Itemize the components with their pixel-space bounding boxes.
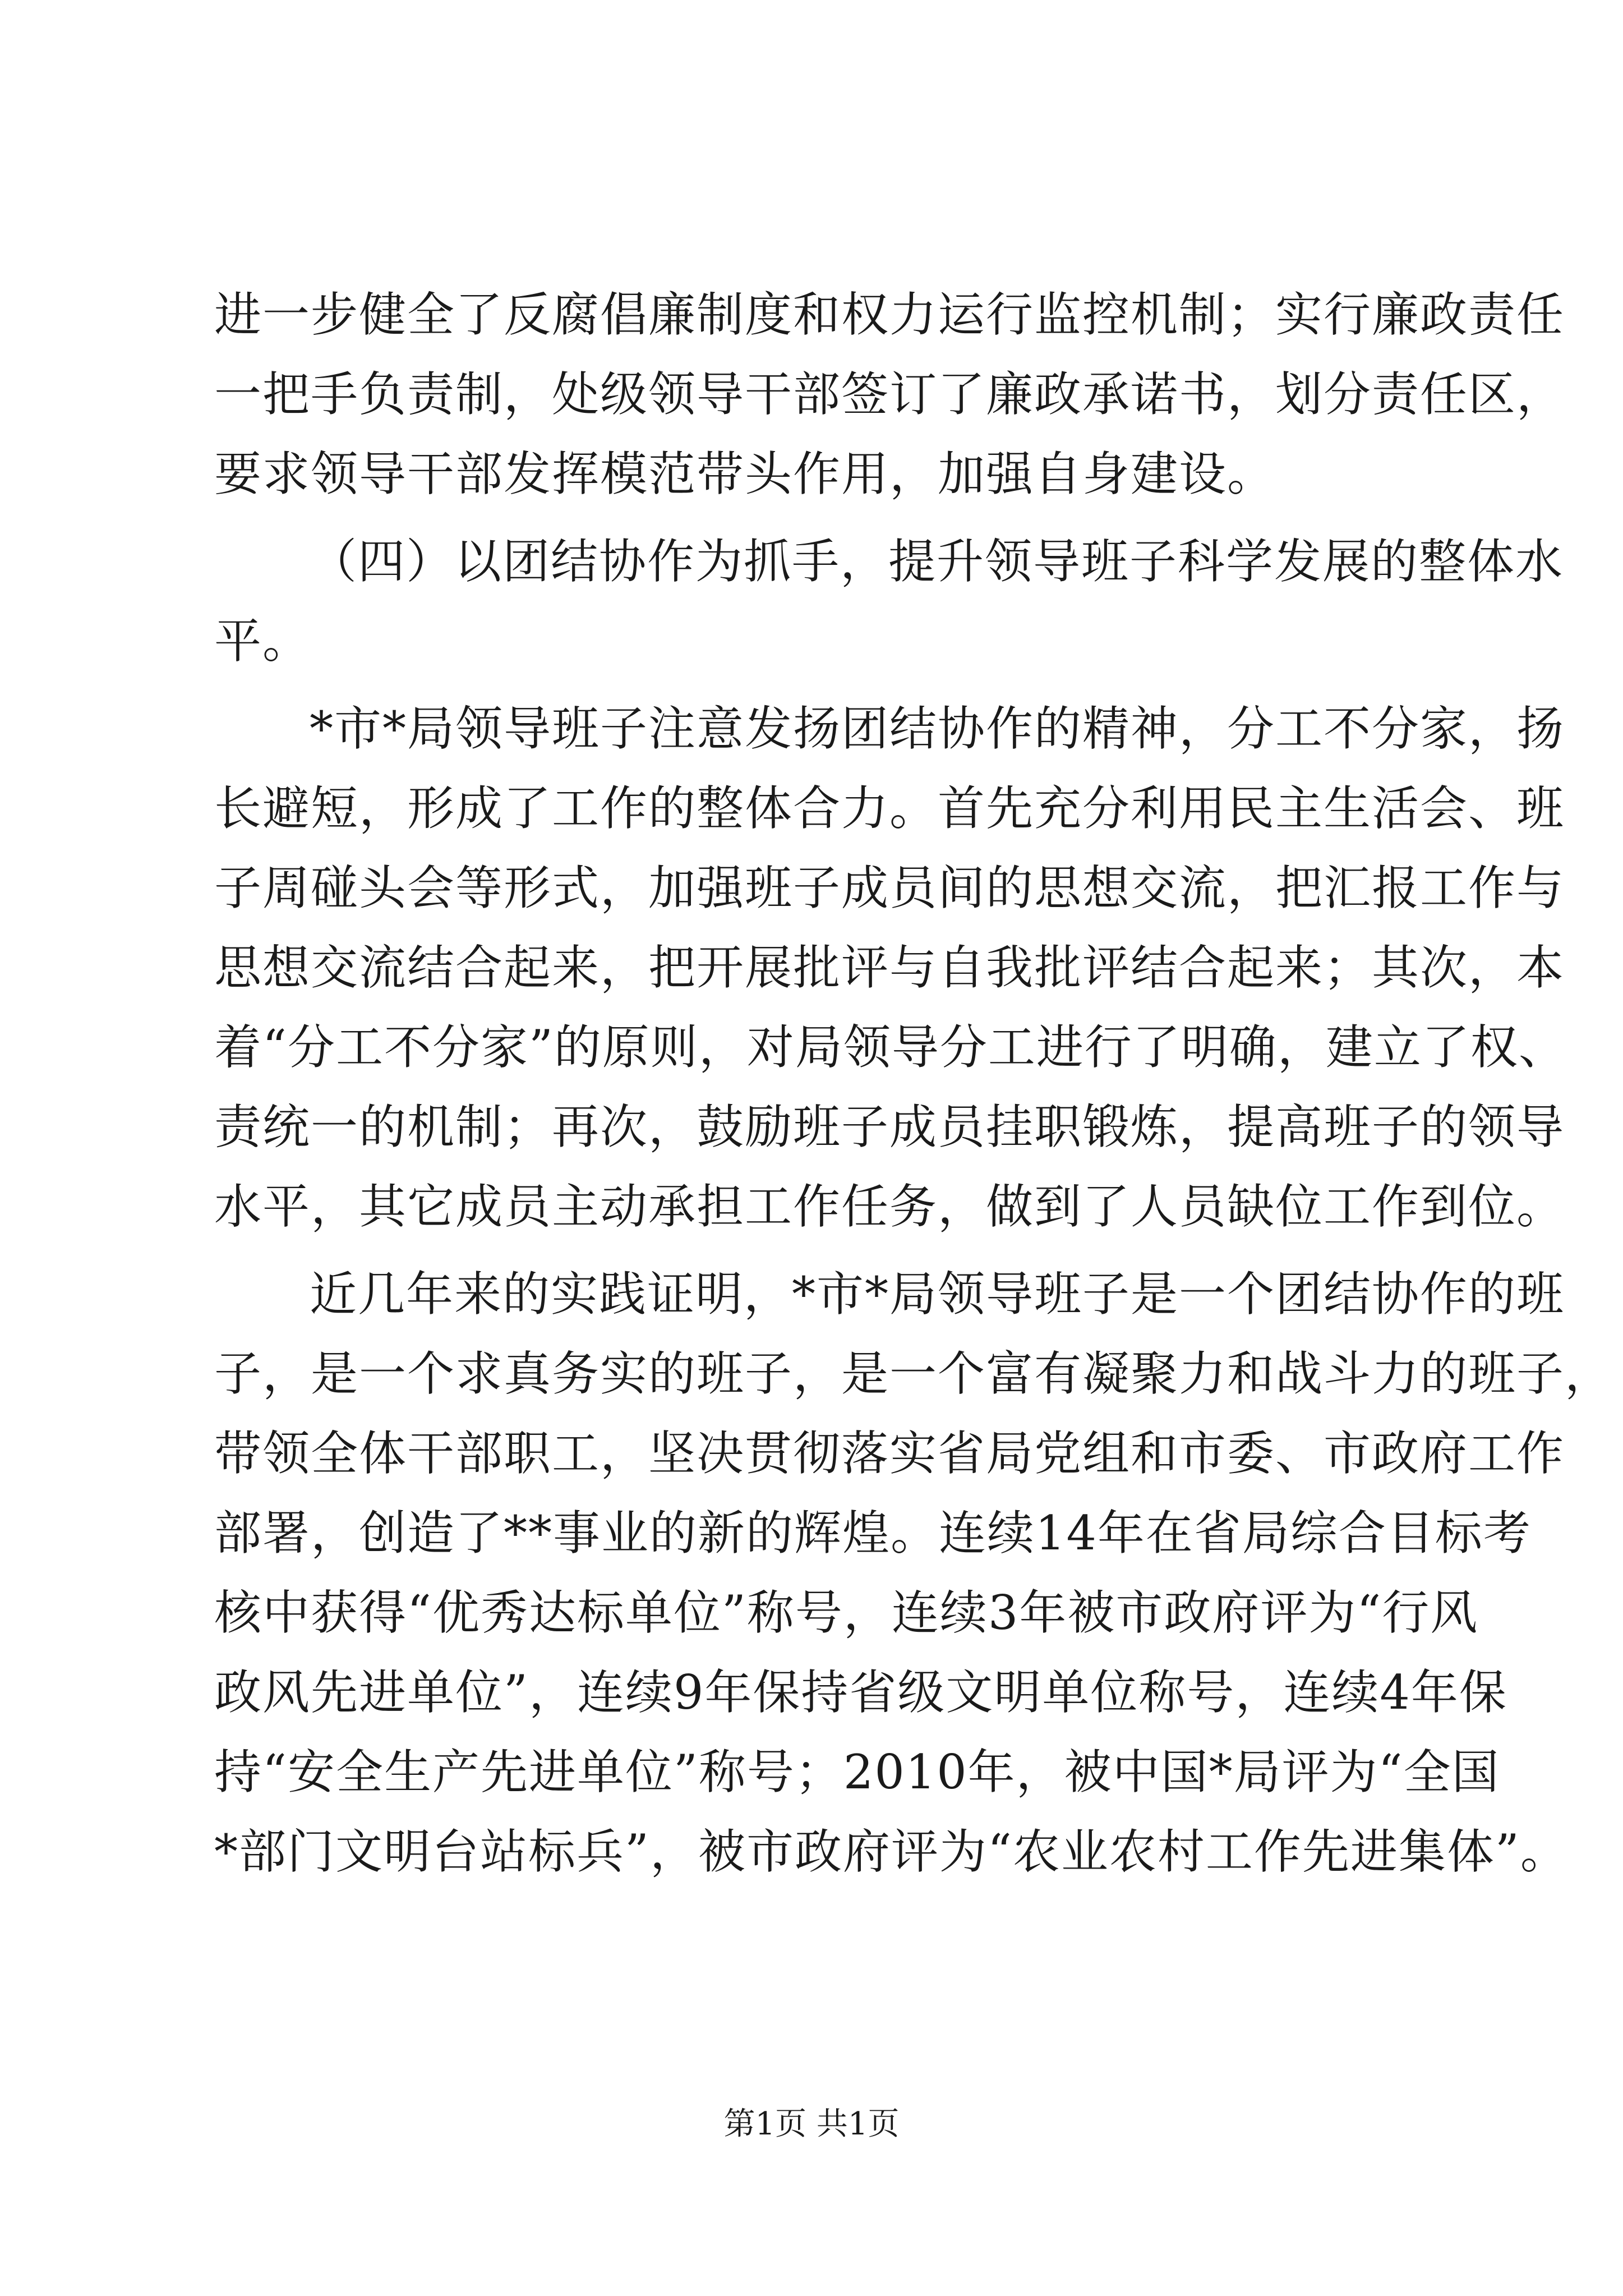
text-line: 长避短，形成了工作的整体合力。首先充分利用民主生活会、班 <box>214 781 1565 836</box>
paragraph-integrity <box>214 275 1565 514</box>
text-line: 子，是一个求真务实的班子，是一个富有凝聚力和战斗力的班子， <box>214 1346 1613 1401</box>
text-line: 带领全体干部职工，坚决贯彻落实省局党组和市委、市政府工作 <box>214 1426 1565 1481</box>
paragraph-teamwork <box>214 689 1567 1246</box>
text-line: 持“安全生产先进单位”称号；2010年，被中国*局评为“全国 <box>214 1745 1500 1800</box>
text-line: 一把手负责制，处级领导干部签订了廉政承诺书，划分责任区， <box>214 367 1565 422</box>
text-line: 政风先进单位”，连续9年保持省级文明单位称号，连续4年保 <box>214 1665 1507 1720</box>
text-line: 要求领导干部发挥模范带头作用，加强自身建设。 <box>214 447 1276 501</box>
text-line: 水平，其它成员主动承担工作任务，做到了人员缺位工作到位。 <box>214 1179 1565 1234</box>
text-line: 子周碰头会等形式，加强班子成员间的思想交流，把汇报工作与 <box>214 861 1565 915</box>
paragraph-achievements <box>214 1254 1613 1892</box>
text-line: 思想交流结合起来，把开展批评与自我批评结合起来；其次，本 <box>214 940 1565 995</box>
page-number-footer: 第1页 共1页 <box>723 2106 900 2142</box>
text-line: 近几年来的实践证明，*市*局领导班子是一个团结协作的班 <box>310 1267 1565 1322</box>
heading-line: （四）以团结协作为抓手，提升领导班子科学发展的整体水 <box>310 534 1564 589</box>
text-line: 部署，创造了**事业的新的辉煌。连续14年在省局综合目标考 <box>214 1506 1532 1561</box>
text-line: 进一步健全了反腐倡廉制度和权力运行监控机制；实行廉政责任 <box>214 287 1565 342</box>
text-line: 责统一的机制；再次，鼓励班子成员挂职锻炼，提高班子的领导 <box>214 1099 1565 1154</box>
section-heading-four <box>214 522 1564 681</box>
text-line: *市*局领导班子注意发扬团结协作的精神，分工不分家，扬 <box>310 701 1565 756</box>
text-line: 着“分工不分家”的原则，对局领导分工进行了明确，建立了权、 <box>214 1020 1567 1075</box>
text-line: *部门文明台站标兵”，被市政府评为“农业农村工作先进集体”。 <box>214 1824 1569 1879</box>
heading-line: 平。 <box>214 614 311 669</box>
document-body <box>214 275 1613 1892</box>
text-line: 核中获得“优秀达标单位”称号，连续3年被市政府评为“行风 <box>214 1585 1479 1640</box>
